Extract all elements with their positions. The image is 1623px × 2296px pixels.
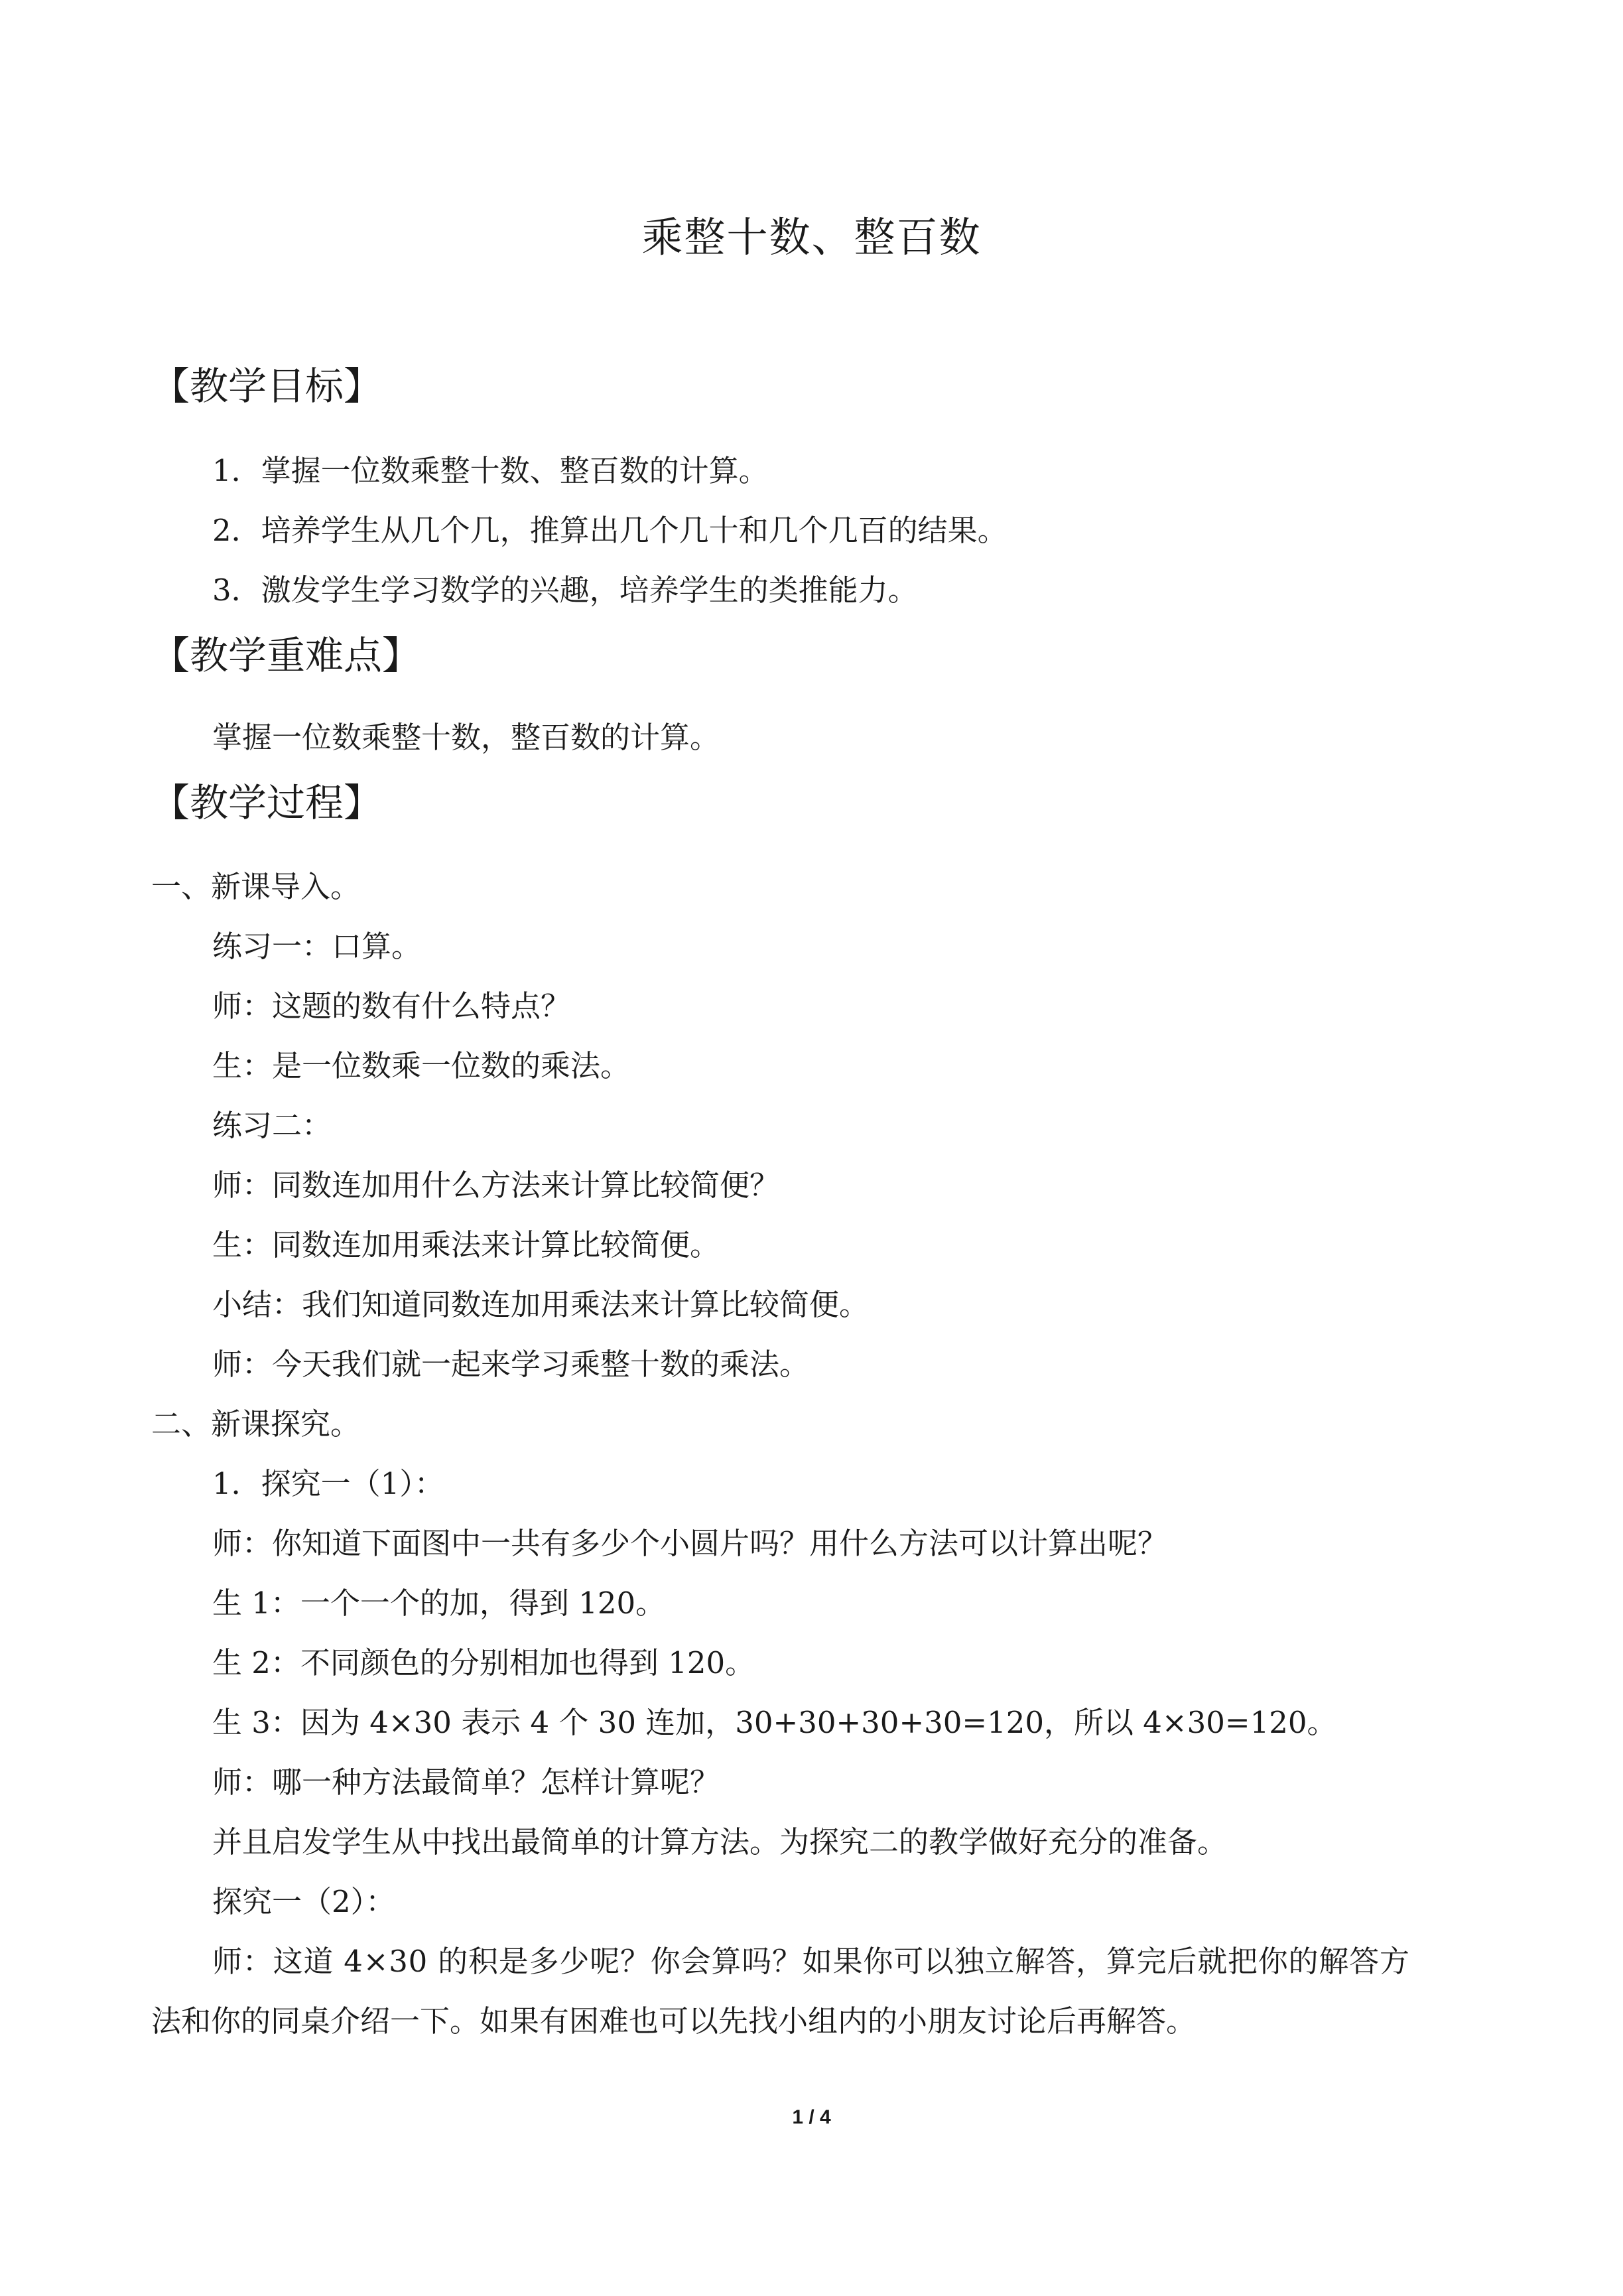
part2-line-1: 1．探究一（1）： (212, 1466, 444, 1501)
objectives-heading: 【教学目标】 (151, 364, 383, 409)
part2-line-8: 探究一（2）： (212, 1884, 396, 1919)
final-paragraph-line-2: 法和你的同桌介绍一下。如果有困难也可以先找小组内的小朋友讨论后再解答。 (151, 2003, 1197, 2039)
document-title: 乘整十数、整百数 (641, 213, 982, 261)
part2-title: 二、新课探究。 (151, 1406, 361, 1442)
part1-line-3: 生：是一位数乘一位数的乘法。 (212, 1048, 631, 1083)
process-heading: 【教学过程】 (151, 780, 383, 825)
part1-title: 一、新课导入。 (151, 869, 361, 904)
part1-line-8: 师：今天我们就一起来学习乘整十数的乘法。 (212, 1347, 810, 1382)
part2-line-3: 生 1：一个一个的加，得到 120。 (212, 1586, 666, 1621)
objective-item-1: 1．掌握一位数乘整十数、整百数的计算。 (212, 453, 769, 488)
key-points-text: 掌握一位数乘整十数，整百数的计算。 (212, 720, 720, 755)
part1-line-7: 小结：我们知道同数连加用乘法来计算比较简便。 (212, 1287, 870, 1322)
page-number: 1 / 4 (792, 2106, 831, 2128)
objective-item-3: 3．激发学生学习数学的兴趣，培养学生的类推能力。 (212, 573, 918, 608)
part2-line-7: 并且启发学生从中找出最简单的计算方法。为探究二的教学做好充分的准备。 (212, 1824, 1228, 1859)
part1-line-5: 师：同数连加用什么方法来计算比较简便？ (212, 1168, 780, 1203)
part1-line-1: 练习一：口算。 (212, 929, 422, 964)
part2-line-5: 生 3：因为 4×30 表示 4 个 30 连加，30+30+30+30=120，所以 4×30=120。 (212, 1705, 1337, 1740)
objective-item-2: 2．培养学生从几个几，推算出几个几十和几个几百的结果。 (212, 513, 1007, 548)
part1-line-4: 练习二： (212, 1108, 332, 1143)
final-paragraph-line-1: 师：这道 4×30 的积是多少呢？你会算吗？如果你可以独立解答，算完后就把你的解答方 (212, 1944, 1410, 1979)
part2-line-4: 生 2：不同颜色的分别相加也得到 120。 (212, 1645, 755, 1680)
part2-line-2: 师：你知道下面图中一共有多少个小圆片吗？用什么方法可以计算出呢？ (212, 1526, 1168, 1561)
part1-line-6: 生：同数连加用乘法来计算比较简便。 (212, 1227, 720, 1262)
key-points-heading: 【教学重难点】 (151, 633, 421, 678)
part2-line-6: 师：哪一种方法最简单？怎样计算呢？ (212, 1765, 720, 1800)
part1-line-2: 师：这题的数有什么特点？ (212, 988, 571, 1024)
